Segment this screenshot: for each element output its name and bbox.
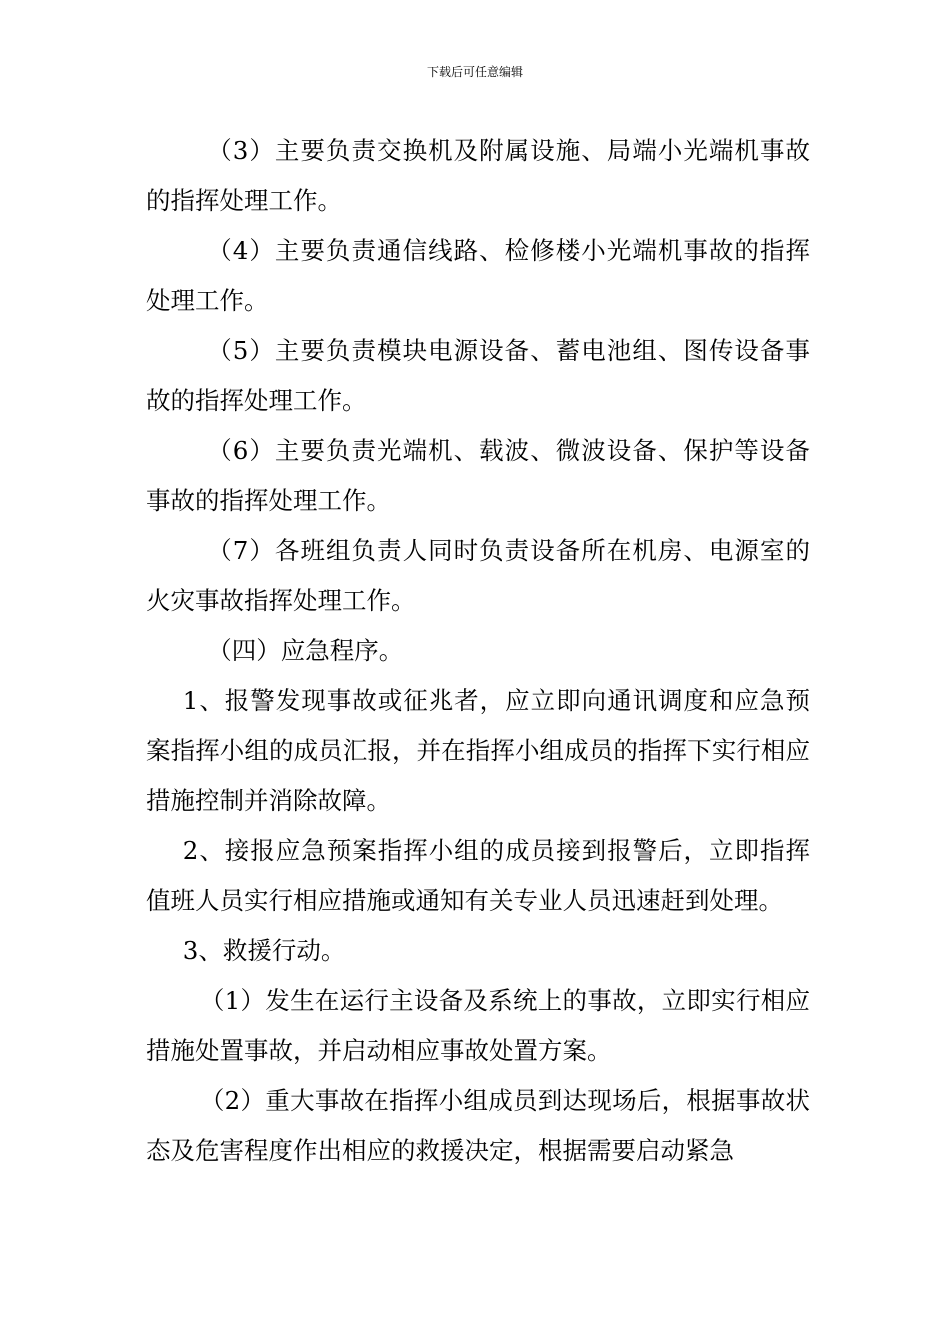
- paragraph-duty-7: （7）各班组负责人同时负责设备所在机房、电源室的火灾事故指挥处理工作。: [146, 536, 810, 615]
- paragraph-step-3-rescue: 3、救援行动。: [182, 936, 346, 965]
- paragraph-rescue-1: （1）发生在运行主设备及系统上的事故，立即实行相应措施处置事故，并启动相应事故处置方案。: [146, 986, 810, 1065]
- paragraph-duty-5: （5）主要负责模块电源设备、蓄电池组、图传设备事故的指挥处理工作。: [146, 336, 810, 415]
- document-body: [146, 126, 810, 1176]
- paragraph-rescue-2: （2）重大事故在指挥小组成员到达现场后，根据事故状态及危害程度作出相应的救援决定，根据需要启动紧急: [146, 1086, 810, 1165]
- page-header: 下载后可任意编辑: [426, 65, 523, 79]
- paragraph-duty-6: （6）主要负责光端机、载波、微波设备、保护等设备事故的指挥处理工作。: [146, 436, 810, 515]
- paragraph-step-1-alarm: 1、报警发现事故或征兆者，应立即向通讯调度和应急预案指挥小组的成员汇报，并在指挥小组成员的指挥下实行相应措施控制并消除故障。: [146, 686, 810, 815]
- paragraph-duty-3: （3）主要负责交换机及附属设施、局端小光端机事故的指挥处理工作。: [146, 136, 810, 215]
- section-heading-emergency-procedure: （四）应急程序。: [207, 636, 404, 665]
- paragraph-duty-4: （4）主要负责通信线路、检修楼小光端机事故的指挥处理工作。: [146, 236, 810, 315]
- paragraph-step-2-receive: 2、接报应急预案指挥小组的成员接到报警后，立即指挥值班人员实行相应措施或通知有关专业人员迅速赶到处理。: [146, 836, 810, 915]
